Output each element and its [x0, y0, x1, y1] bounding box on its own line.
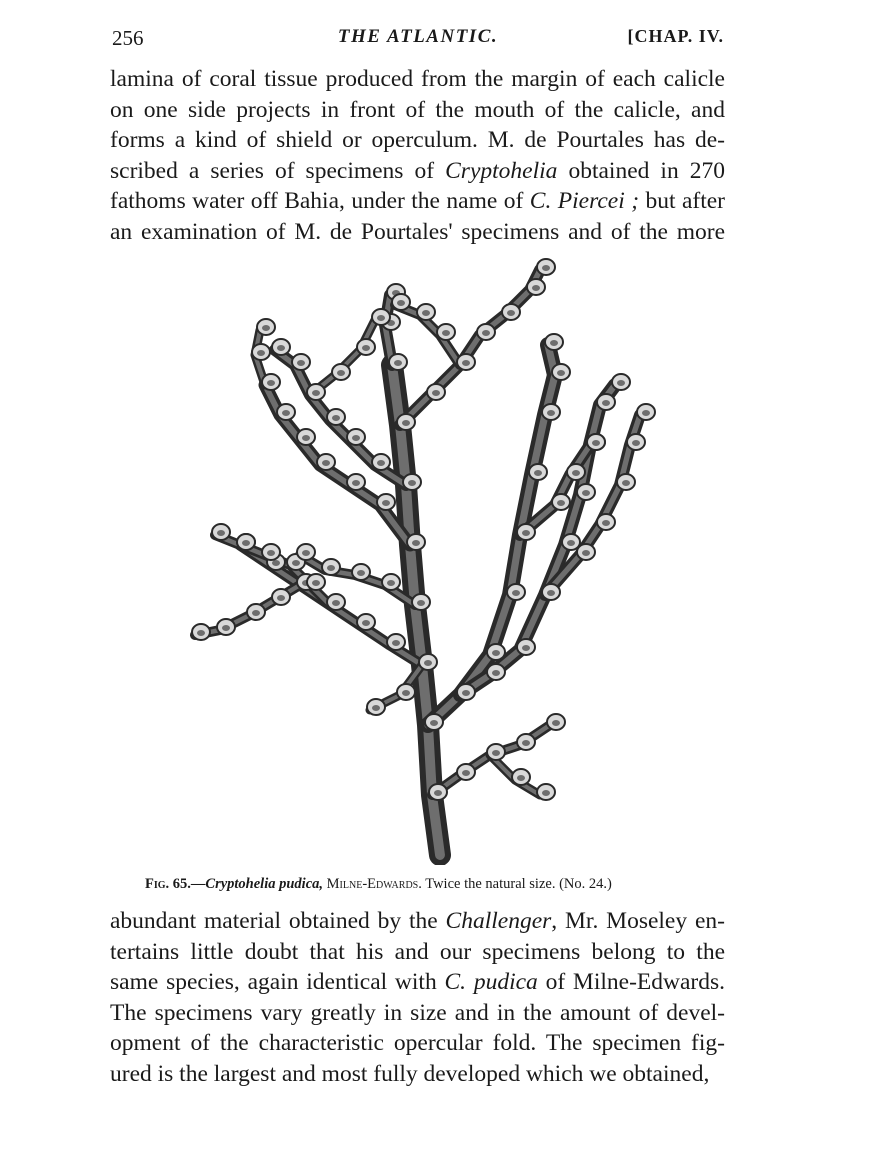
text-run: but after [639, 188, 726, 215]
text-run: forms a kind of shield or operculum. M. de Pourtales has de- [110, 127, 725, 154]
calicle [512, 769, 530, 785]
text-line [110, 1028, 725, 1059]
calicle [527, 279, 545, 295]
calicle [317, 454, 335, 470]
calicle [307, 384, 325, 400]
running-title: THE ATLANTIC. [337, 26, 499, 47]
text-run: same species, again identical with [110, 969, 445, 996]
text-line [110, 967, 725, 998]
calicle [392, 294, 410, 310]
text-run: opment of the characteristic opercular fold. The specimen fig- [110, 1030, 725, 1057]
coral-branch-highlight [392, 365, 440, 855]
text-run: , Mr. Moseley en- [551, 908, 725, 934]
calicle [262, 544, 280, 560]
calicle [457, 764, 475, 780]
calicle [252, 344, 270, 360]
calicle [419, 654, 437, 670]
paragraph-top [110, 64, 725, 248]
figure-label: Fig. 65.— [145, 876, 206, 892]
calicle [487, 644, 505, 660]
figure-species: Cryptohelia pudica, [205, 876, 324, 892]
calicle [357, 614, 375, 630]
figure-scale-note: Twice the natural size. (No. 24.) [421, 876, 612, 892]
species-name: C. Piercei ; [529, 188, 640, 215]
calicle [502, 304, 520, 320]
calicle [517, 524, 535, 540]
chapter-label: [CHAP. IV. [627, 26, 724, 46]
calicle [297, 429, 315, 445]
calicle [347, 429, 365, 445]
calicle [537, 784, 555, 800]
text-run: abundant material obtained by the [110, 908, 446, 934]
calicle [307, 574, 325, 590]
calicle [612, 374, 630, 390]
calicle [412, 594, 430, 610]
running-header [112, 26, 724, 56]
calicle [542, 584, 560, 600]
calicle [403, 474, 421, 490]
coral-illustration [160, 255, 720, 865]
text-run: an examination of M. de Pourtales' specimens and of the more [110, 218, 725, 245]
figure-caption [145, 876, 745, 893]
species-name: C. pudica [444, 969, 538, 996]
calicle [372, 309, 390, 325]
figure-author: Milne-Edwards. [323, 876, 422, 892]
calicle [372, 454, 390, 470]
calicle [217, 619, 235, 635]
text-line [110, 1059, 725, 1090]
text-run: scribed a series of specimens of [110, 157, 446, 184]
calicle [552, 494, 570, 510]
calicle [477, 324, 495, 340]
calicle [397, 684, 415, 700]
calicle [397, 414, 415, 430]
paragraph-bottom [110, 906, 725, 1090]
calicle [357, 339, 375, 355]
calicle [567, 464, 585, 480]
calicle [262, 374, 280, 390]
calicle [382, 574, 400, 590]
calicle [617, 474, 635, 490]
calicle [257, 319, 275, 335]
calicle [427, 384, 445, 400]
calicle [387, 634, 405, 650]
calicle [322, 559, 340, 575]
calicle [247, 604, 265, 620]
calicle [367, 699, 385, 715]
text-run: tertains little doubt that his and our specimens belong to the [110, 938, 725, 965]
calicle [587, 434, 605, 450]
calicle [377, 494, 395, 510]
calicle [517, 639, 535, 655]
text-run: of Milne-Edwards. [537, 969, 725, 996]
calicle [577, 484, 595, 500]
page-number: 256 [112, 26, 144, 50]
calicle [627, 434, 645, 450]
text-line [110, 998, 725, 1029]
calicle [517, 734, 535, 750]
text-run: ured is the largest and most fully developed which we obtained, [110, 1060, 710, 1087]
ship-name: Challenger [445, 908, 552, 934]
calicle [192, 624, 210, 640]
calicle [597, 514, 615, 530]
calicle [212, 524, 230, 540]
calicle [537, 259, 555, 275]
calicle [577, 544, 595, 560]
calicle [272, 589, 290, 605]
text-line [110, 64, 725, 95]
calicle [237, 534, 255, 550]
calicle [429, 784, 447, 800]
calicle [272, 339, 290, 355]
calicle [487, 664, 505, 680]
calicle [487, 744, 505, 760]
calicle [637, 404, 655, 420]
text-line [110, 186, 725, 217]
calicle [457, 684, 475, 700]
calicle [327, 594, 345, 610]
text-run: obtained in 270 [557, 157, 725, 184]
text-run: fathoms water off Bahia, under the name of [110, 188, 530, 215]
calicle [545, 334, 563, 350]
coral-drawing [160, 255, 720, 865]
calicle [407, 534, 425, 550]
text-line [110, 156, 725, 187]
calicle [437, 324, 455, 340]
text-line [110, 937, 725, 968]
calicle [389, 354, 407, 370]
calicle [425, 714, 443, 730]
calicle [597, 394, 615, 410]
calicle [542, 404, 560, 420]
calicle [547, 714, 565, 730]
text-line [110, 95, 725, 126]
calicle [417, 304, 435, 320]
calicle [347, 474, 365, 490]
calicle [277, 404, 295, 420]
text-line [110, 125, 725, 156]
text-line [110, 217, 725, 248]
genus-name: Cryptohelia [445, 157, 558, 184]
calicle [552, 364, 570, 380]
text-line [110, 906, 725, 937]
calicle [327, 409, 345, 425]
calicle [297, 544, 315, 560]
text-run: The specimens vary greatly in size and in the amount of devel- [110, 999, 725, 1026]
calicle [292, 354, 310, 370]
calicle [529, 464, 547, 480]
text-run: lamina of coral tissue produced from the margin of each calicle [110, 66, 725, 92]
calicle [507, 584, 525, 600]
calicle [332, 364, 350, 380]
calicle [352, 564, 370, 580]
calicle [457, 354, 475, 370]
text-run: on one side projects in front of the mouth of the calicle, and [110, 96, 725, 123]
